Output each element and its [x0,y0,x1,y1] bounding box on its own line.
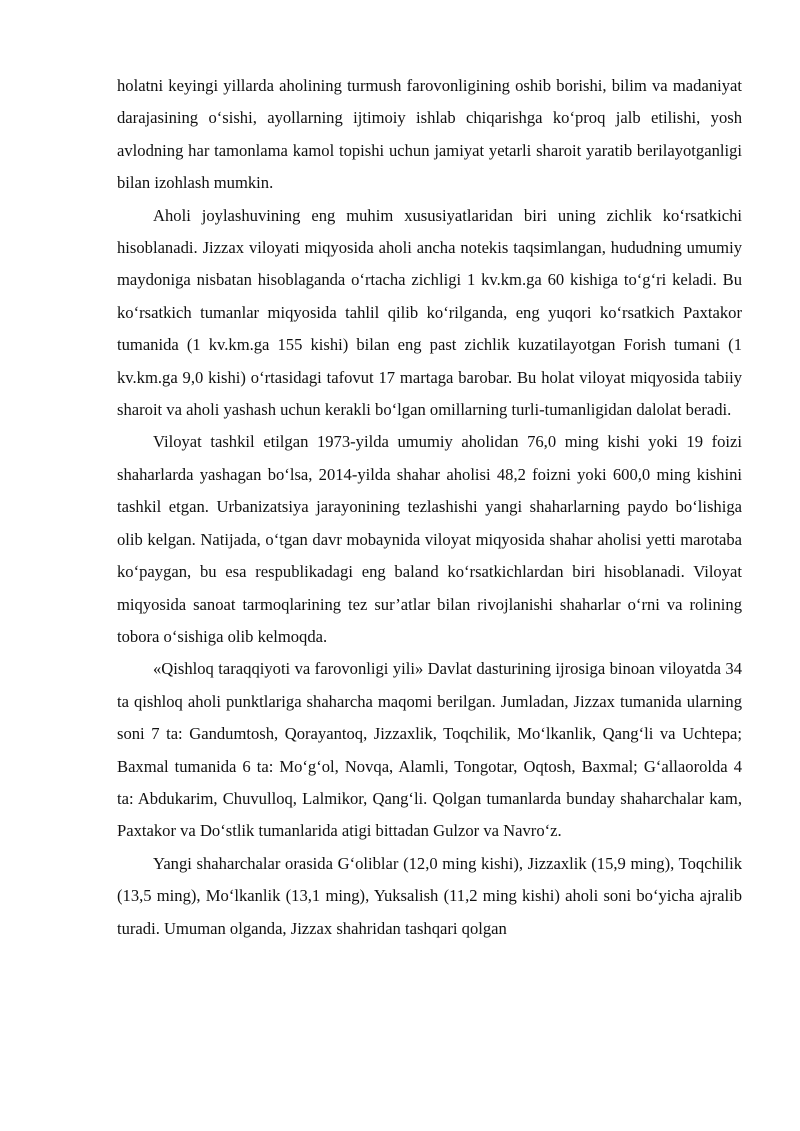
paragraph-population-density: Aholi joylashuvining eng muhim xususiyatlaridan biri uning zichlik ko‘rsatkichi hisoblanadi. Jizzax viloyati miqyosida aholi ancha notekis taqsimlangan, hududning umumiy maydoniga nisbatan hisoblaganda o‘rtacha zichligi 1 kv.km.ga 60 kishiga to‘g‘ri keladi. Bu ko‘rsatkich tumanlar miqyosida tahlil qilib ko‘rilganda, eng yuqori ko‘rsatkich Paxtakor tumanida (1 kv.km.ga 155 kishi) bilan eng past zichlik kuzatilayotgan Forish tumani (1 kv.km.ga 9,0 kishi) o‘rtasidagi tafovut 17 martaga barobar. Bu holat viloyat miqyosida tabiiy sharoit va aholi yashash uchun kerakli bo‘lgan omillarning turli-tumanligidan dalolat beradi. [117,205,742,420]
document-page [117,70,742,945]
paragraph-continuation: holatni keyingi yillarda aholining turmush farovonligining oshib borishi, bilim va madaniyat darajasining o‘sishi, ayollarning ijtimoiy ishlab chiqarishga ko‘proq jalb etilishi, yosh avlodning har tamonlama kamol topishi uchun jamiyat yetarli sharoit yaratib berilayotganligi bilan izohlash mumkin. [117,76,742,193]
paragraph-urbanization: Viloyat tashkil etilgan 1973-yilda umumiy aholidan 76,0 ming kishi yoki 19 foizi shaharlarda yashagan bo‘lsa, 2014-yilda shahar aholisi 48,2 foizni yoki 600,0 ming kishini tashkil etgan. Urbanizatsiya jarayonining tezlashishi yangi shaharlarning paydo bo‘lishiga olib kelgan. Natijada, o‘tgan davr mobaynida viloyat miqyosida shahar aholisi yetti marotaba ko‘paygan, bu esa respublikadagi eng baland ko‘rsatkichlardan biri hisoblanadi. Viloyat miqyosida sanoat tarmoqlarining tez sur’atlar bilan rivojlanishi shaharlar o‘rni va rolining tobora o‘sishiga olib kelmoqda. [117,432,742,646]
paragraph-new-settlements: Yangi shaharchalar orasida G‘oliblar (12,0 ming kishi), Jizzaxlik (15,9 ming), Toqchilik (13,5 ming), Mo‘lkanlik (13,1 ming), Yuksalish (11,2 ming kishi) aholi soni bo‘yicha ajralib turadi. Umuman olganda, Jizzax shahridan tashqari qolgan [117,853,742,938]
paragraph-rural-development: «Qishloq taraqqiyoti va farovonligi yili» Davlat dasturining ijrosiga binoan viloyatda 34 ta qishloq aholi punktlariga shaharcha maqomi berilgan. Jumladan, Jizzax tumanida ularning soni 7 ta: Gandumtosh, Qorayantoq, Jizzaxlik, Toqchilik, Mo‘lkanlik, Qang‘li va Uchtepa; Baxmal tumanida 6 ta: Mo‘g‘ol, Novqa, Alamli, Tongotar, Oqtosh, Baxmal; G‘allaorolda 4 ta: Abdukarim, Chuvulloq, Lalmikor, Qang‘li. Qolgan tumanlarda bunday shaharchalar kam, Paxtakor va Do‘stlik tumanlarida atigi bittadan Gulzor va Navro‘z. [117,659,742,841]
